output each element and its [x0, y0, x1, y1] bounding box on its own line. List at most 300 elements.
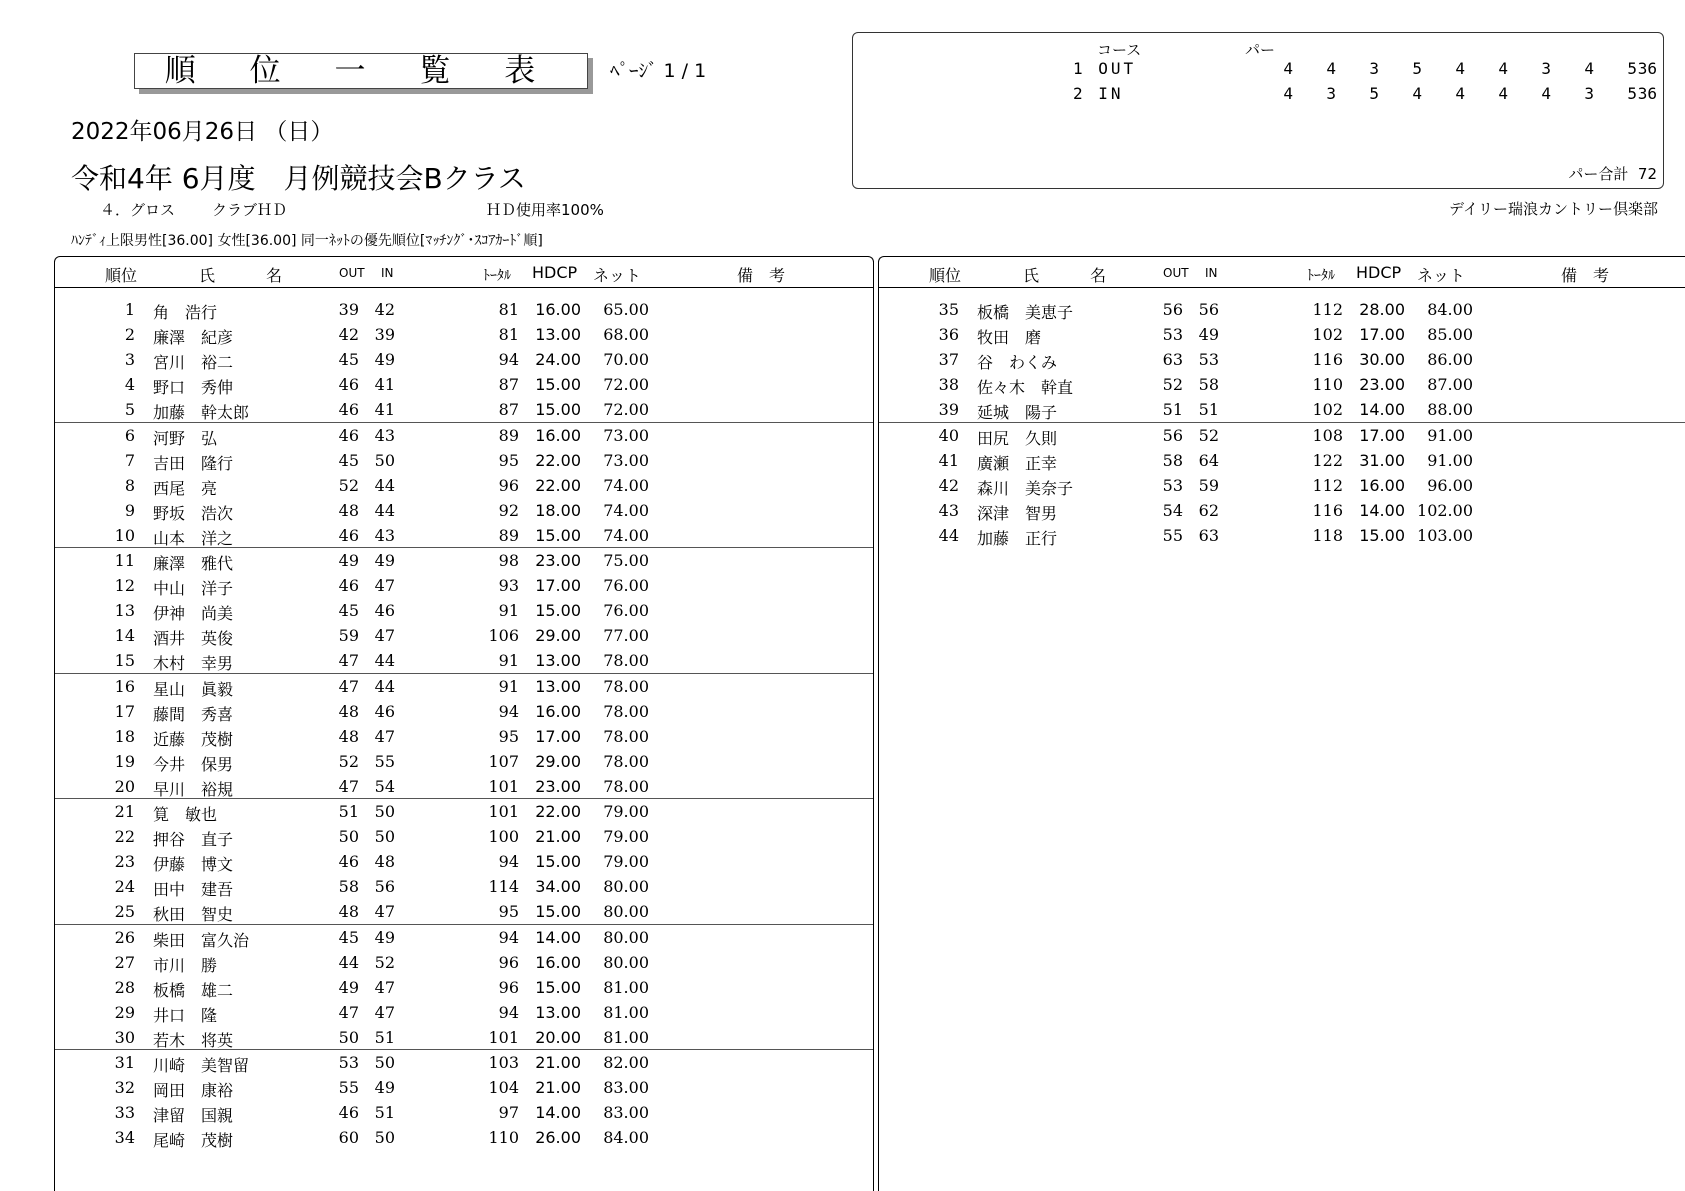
cell-in: 44	[374, 651, 395, 671]
cell-out: 45	[338, 927, 359, 947]
cell-name: 吉田 隆行	[153, 453, 234, 473]
cell-hdcp: 17.00	[1359, 425, 1405, 445]
hole-par: 4	[1541, 84, 1551, 103]
cell-in: 54	[374, 776, 395, 796]
cell-out: 39	[338, 300, 359, 319]
cell-net: 86.00	[1427, 350, 1473, 370]
cell-out: 51	[338, 802, 359, 821]
cell-name: 木村 幸男	[153, 654, 234, 674]
col-total: ﾄｰﾀﾙ	[1307, 268, 1335, 284]
cell-total: 94	[498, 1002, 519, 1022]
cell-rank: 25	[114, 902, 135, 922]
cell-rank: 10	[114, 525, 135, 545]
cell-name: 谷 わくみ	[977, 353, 1058, 373]
cell-hdcp: 14.00	[535, 1103, 581, 1123]
par-total-label: パー合計	[1568, 165, 1629, 183]
report-title: 順 位 一 覧 表	[164, 53, 558, 89]
cell-total: 91	[498, 676, 519, 696]
cell-hdcp: 23.00	[535, 551, 581, 570]
cell-in: 48	[374, 852, 395, 872]
cell-name: 今井 保男	[153, 754, 234, 774]
col-total: ﾄｰﾀﾙ	[483, 268, 511, 284]
cell-in: 50	[374, 827, 395, 847]
cell-net: 81.00	[603, 1002, 649, 1022]
cell-hdcp: 14.00	[1359, 400, 1405, 420]
cell-net: 77.00	[603, 626, 649, 646]
cell-net: 82.00	[603, 1053, 649, 1072]
cell-in: 51	[374, 1103, 395, 1123]
cell-name: 廉澤 雅代	[153, 554, 234, 573]
cell-out: 49	[338, 977, 359, 997]
result-row	[55, 849, 873, 874]
col-net: ネット	[1417, 266, 1466, 285]
cell-in: 56	[374, 877, 395, 897]
result-row	[55, 774, 873, 799]
cell-rank: 19	[114, 751, 135, 771]
cell-out: 52	[1162, 375, 1183, 395]
cell-name: 田中 建吾	[153, 880, 234, 900]
cell-name: 加藤 幹太郎	[153, 403, 250, 423]
cell-rank: 29	[114, 1002, 135, 1022]
hole-par: 4	[1455, 59, 1465, 78]
result-row	[55, 347, 873, 372]
cell-name: 柴田 富久治	[153, 930, 250, 950]
cell-hdcp: 17.00	[535, 726, 581, 746]
cell-total: 110	[488, 1128, 519, 1148]
cell-rank: 39	[938, 400, 959, 420]
cell-rank: 9	[124, 500, 135, 520]
cell-hdcp: 16.00	[535, 300, 581, 319]
event-name: 令和4年 6月度 月例競技会Bクラス	[71, 162, 526, 195]
cell-hdcp: 13.00	[535, 325, 581, 345]
column-header-left	[55, 257, 873, 288]
cell-net: 65.00	[603, 300, 649, 319]
cell-net: 80.00	[603, 902, 649, 922]
hole-par: 4	[1283, 84, 1293, 103]
cell-out: 49	[338, 551, 359, 570]
cell-hdcp: 13.00	[535, 651, 581, 671]
cell-out: 56	[1162, 300, 1183, 319]
format-label: ４．グロス	[100, 201, 176, 219]
cell-name: 早川 裕規	[153, 779, 234, 799]
hole-par: 5	[1369, 84, 1379, 103]
result-row	[879, 423, 1685, 448]
cell-hdcp: 14.00	[1359, 500, 1405, 520]
cell-hdcp: 29.00	[535, 626, 581, 646]
cell-in: 49	[374, 350, 395, 370]
cell-hdcp: 21.00	[535, 827, 581, 847]
cell-in: 50	[374, 802, 395, 821]
cell-total: 107	[488, 751, 519, 771]
cell-in: 39	[374, 325, 395, 345]
cell-total: 89	[498, 425, 519, 445]
cell-net: 76.00	[603, 576, 649, 596]
cell-name: 森川 美奈子	[977, 478, 1074, 498]
cell-name: 加藤 正行	[977, 528, 1058, 548]
cell-hdcp: 21.00	[535, 1053, 581, 1072]
cell-total: 96	[498, 952, 519, 972]
col-rank: 順位	[105, 266, 138, 285]
cell-hdcp: 28.00	[1359, 300, 1405, 319]
cell-hdcp: 15.00	[535, 977, 581, 997]
hole-par: 4	[1455, 84, 1465, 103]
cell-in: 44	[374, 676, 395, 696]
cell-rank: 26	[114, 927, 135, 947]
cell-total: 94	[498, 927, 519, 947]
hole-par: 4	[1498, 84, 1508, 103]
result-row	[879, 498, 1685, 523]
cell-in: 47	[374, 977, 395, 997]
cell-net: 73.00	[603, 425, 649, 445]
cell-rank: 23	[114, 852, 135, 872]
cell-out: 48	[338, 726, 359, 746]
event-date: 2022年06月26日 （日）	[71, 119, 334, 145]
cell-in: 47	[374, 626, 395, 646]
handicap-note: ﾊﾝﾃﾞｨ上限男性[36.00] 女性[36.00] 同一ﾈｯﾄの優先順位[ﾏｯﾁﾝｸﾞ･ｽｺｱｶｰﾄﾞ順]	[71, 233, 543, 249]
cell-out: 58	[1162, 450, 1183, 470]
cell-rank: 42	[938, 475, 959, 495]
cell-out: 45	[338, 350, 359, 370]
cell-net: 72.00	[603, 375, 649, 395]
result-row	[879, 397, 1685, 422]
col-remarks: 備 考	[1561, 266, 1610, 285]
result-row	[55, 674, 873, 699]
cell-out: 44	[338, 952, 359, 972]
cell-net: 102.00	[1417, 500, 1473, 520]
course-par-total: 36	[1637, 84, 1657, 103]
result-row	[55, 448, 873, 473]
cell-net: 91.00	[1427, 425, 1473, 445]
col-rank: 順位	[929, 266, 962, 285]
cell-rank: 21	[114, 802, 135, 821]
cell-hdcp: 15.00	[535, 852, 581, 872]
cell-net: 84.00	[603, 1128, 649, 1148]
cell-total: 110	[1312, 375, 1343, 395]
cell-total: 95	[498, 450, 519, 470]
course-name: 1 OUT	[1073, 59, 1137, 78]
cell-hdcp: 31.00	[1359, 450, 1405, 470]
result-row	[55, 498, 873, 523]
cell-out: 47	[338, 776, 359, 796]
cell-net: 80.00	[603, 952, 649, 972]
cell-rank: 34	[114, 1128, 135, 1148]
cell-rank: 32	[114, 1078, 135, 1098]
cell-net: 74.00	[603, 525, 649, 545]
hole-par: 5	[1627, 59, 1637, 78]
result-row	[55, 623, 873, 648]
cell-rank: 38	[938, 375, 959, 395]
cell-in: 43	[374, 425, 395, 445]
par-total-value: 72	[1637, 165, 1657, 183]
cell-out: 52	[338, 751, 359, 771]
cell-rank: 18	[114, 726, 135, 746]
result-row	[55, 423, 873, 448]
cell-rank: 31	[114, 1053, 135, 1072]
cell-hdcp: 15.00	[535, 525, 581, 545]
result-row	[55, 1125, 873, 1150]
result-row	[55, 473, 873, 498]
cell-hdcp: 22.00	[535, 450, 581, 470]
cell-total: 81	[498, 300, 519, 319]
cell-net: 80.00	[603, 927, 649, 947]
result-row	[879, 322, 1685, 347]
cell-name: 尾崎 茂樹	[153, 1131, 234, 1151]
cell-rank: 20	[114, 776, 135, 796]
cell-hdcp: 16.00	[535, 952, 581, 972]
cell-name: 西尾 亮	[153, 478, 218, 498]
cell-name: 津留 国親	[153, 1106, 234, 1126]
cell-out: 50	[338, 827, 359, 847]
cell-in: 49	[374, 551, 395, 570]
cell-hdcp: 16.00	[535, 425, 581, 445]
column-header-right	[879, 257, 1685, 288]
cell-rank: 12	[114, 576, 135, 596]
cell-rank: 2	[124, 325, 135, 345]
cell-rank: 33	[114, 1103, 135, 1123]
cell-net: 79.00	[603, 802, 649, 821]
cell-out: 53	[1162, 475, 1183, 495]
result-row	[55, 397, 873, 422]
cell-in: 41	[374, 375, 395, 395]
cell-net: 87.00	[1427, 375, 1473, 395]
cell-hdcp: 24.00	[535, 350, 581, 370]
cell-total: 98	[498, 551, 519, 570]
course-label: コース	[1097, 41, 1142, 59]
result-row	[55, 749, 873, 774]
cell-out: 46	[338, 525, 359, 545]
report-title-box	[134, 53, 588, 89]
hole-par: 5	[1627, 84, 1637, 103]
cell-total: 94	[498, 701, 519, 721]
cell-out: 53	[338, 1053, 359, 1072]
cell-in: 43	[374, 525, 395, 545]
cell-net: 74.00	[603, 500, 649, 520]
cell-name: 角 浩行	[153, 303, 218, 322]
cell-in: 53	[1198, 350, 1219, 370]
cell-in: 63	[1198, 525, 1219, 545]
cell-in: 52	[374, 952, 395, 972]
cell-rank: 4	[124, 375, 135, 395]
cell-total: 81	[498, 325, 519, 345]
cell-net: 76.00	[603, 601, 649, 621]
cell-hdcp: 15.00	[535, 375, 581, 395]
cell-name: 板橋 雄二	[153, 980, 234, 1000]
cell-hdcp: 17.00	[1359, 325, 1405, 345]
cell-in: 64	[1198, 450, 1219, 470]
cell-in: 51	[374, 1027, 395, 1047]
cell-hdcp: 26.00	[535, 1128, 581, 1148]
hole-par: 4	[1498, 59, 1508, 78]
cell-in: 62	[1198, 500, 1219, 520]
cell-name: 佐々木 幹直	[977, 378, 1074, 398]
cell-total: 106	[488, 626, 519, 646]
cell-rank: 11	[114, 551, 135, 570]
cell-hdcp: 15.00	[535, 902, 581, 922]
cell-total: 92	[498, 500, 519, 520]
cell-total: 89	[498, 525, 519, 545]
cell-out: 53	[1162, 325, 1183, 345]
hole-par: 3	[1369, 59, 1379, 78]
hole-par: 3	[1541, 59, 1551, 78]
cell-out: 55	[338, 1078, 359, 1098]
cell-total: 112	[1312, 300, 1343, 319]
cell-net: 68.00	[603, 325, 649, 345]
cell-rank: 30	[114, 1027, 135, 1047]
cell-total: 94	[498, 350, 519, 370]
cell-total: 91	[498, 651, 519, 671]
cell-name: 廉澤 紀彦	[153, 328, 234, 348]
cell-name: 野口 秀伸	[153, 378, 234, 398]
cell-out: 48	[338, 902, 359, 922]
cell-rank: 37	[938, 350, 959, 370]
cell-net: 75.00	[603, 551, 649, 570]
cell-total: 97	[498, 1103, 519, 1123]
cell-total: 108	[1312, 425, 1343, 445]
col-name-a: 氏	[199, 266, 216, 285]
cell-net: 103.00	[1417, 525, 1473, 545]
cell-name: 星山 眞毅	[153, 679, 234, 699]
cell-rank: 1	[124, 300, 135, 319]
cell-total: 96	[498, 475, 519, 495]
cell-net: 72.00	[603, 400, 649, 420]
cell-in: 55	[374, 751, 395, 771]
cell-net: 78.00	[603, 751, 649, 771]
cell-in: 49	[374, 927, 395, 947]
cell-name: 筧 敏也	[153, 805, 218, 824]
cell-net: 78.00	[603, 776, 649, 796]
hole-par: 3	[1326, 84, 1336, 103]
cell-name: 岡田 康裕	[153, 1081, 234, 1101]
result-row	[55, 573, 873, 598]
cell-total: 87	[498, 400, 519, 420]
result-row	[55, 874, 873, 899]
col-name-b: 名	[1090, 266, 1107, 285]
hd-rate-label: ＨＤ使用率100%	[486, 201, 604, 219]
cell-net: 73.00	[603, 450, 649, 470]
cell-net: 78.00	[603, 701, 649, 721]
col-in: IN	[381, 266, 394, 280]
cell-out: 47	[338, 1002, 359, 1022]
result-row	[55, 1050, 873, 1075]
par-card	[852, 32, 1664, 189]
cell-total: 102	[1312, 325, 1343, 345]
cell-in: 47	[374, 902, 395, 922]
col-out: OUT	[339, 266, 365, 280]
result-row	[55, 899, 873, 924]
cell-total: 118	[1312, 525, 1343, 545]
cell-rank: 8	[124, 475, 135, 495]
page-indicator: ﾍﾟｰｼﾞ 1 / 1	[610, 60, 707, 82]
cell-in: 47	[374, 576, 395, 596]
cell-in: 56	[1198, 300, 1219, 319]
cell-name: 山本 洋之	[153, 528, 234, 548]
cell-in: 46	[374, 701, 395, 721]
cell-in: 52	[1198, 425, 1219, 445]
result-row	[879, 347, 1685, 372]
result-row	[55, 1025, 873, 1050]
cell-out: 46	[338, 1103, 359, 1123]
result-row	[55, 699, 873, 724]
cell-name: 川崎 美智留	[153, 1056, 250, 1075]
cell-hdcp: 34.00	[535, 877, 581, 897]
results-panel-right	[878, 256, 1685, 1191]
result-row	[55, 950, 873, 975]
cell-out: 58	[338, 877, 359, 897]
cell-hdcp: 16.00	[1359, 475, 1405, 495]
cell-in: 41	[374, 400, 395, 420]
cell-out: 46	[338, 852, 359, 872]
cell-out: 63	[1162, 350, 1183, 370]
par-row	[853, 84, 1663, 106]
cell-in: 49	[1198, 325, 1219, 345]
cell-total: 95	[498, 902, 519, 922]
cell-total: 101	[488, 1027, 519, 1047]
course-par-total: 36	[1637, 59, 1657, 78]
col-out: OUT	[1163, 266, 1189, 280]
cell-rank: 27	[114, 952, 135, 972]
cell-out: 47	[338, 676, 359, 696]
cell-rank: 7	[124, 450, 135, 470]
result-row	[879, 473, 1685, 498]
cell-hdcp: 29.00	[535, 751, 581, 771]
cell-name: 伊神 尚美	[153, 604, 234, 624]
cell-rank: 28	[114, 977, 135, 997]
cell-name: 宮川 裕二	[153, 353, 234, 373]
cell-total: 94	[498, 852, 519, 872]
cell-in: 50	[374, 1053, 395, 1072]
cell-out: 46	[338, 425, 359, 445]
col-hdcp: HDCP	[1356, 263, 1402, 282]
cell-total: 122	[1312, 450, 1343, 470]
cell-rank: 5	[124, 400, 135, 420]
cell-in: 58	[1198, 375, 1219, 395]
hole-par: 5	[1412, 59, 1422, 78]
cell-net: 83.00	[603, 1103, 649, 1123]
result-row	[879, 297, 1685, 322]
result-row	[55, 598, 873, 623]
cell-name: 河野 弘	[153, 428, 218, 448]
cell-net: 79.00	[603, 852, 649, 872]
cell-rank: 43	[938, 500, 959, 520]
col-name-b: 名	[266, 266, 283, 285]
cell-total: 102	[1312, 400, 1343, 420]
cell-total: 116	[1312, 350, 1343, 370]
result-row	[55, 824, 873, 849]
result-row	[879, 448, 1685, 473]
cell-net: 78.00	[603, 676, 649, 696]
par-label: パー	[1245, 41, 1276, 59]
cell-total: 112	[1312, 475, 1343, 495]
cell-hdcp: 15.00	[1359, 525, 1405, 545]
cell-net: 81.00	[603, 977, 649, 997]
cell-hdcp: 22.00	[535, 475, 581, 495]
result-row	[55, 1100, 873, 1125]
cell-hdcp: 21.00	[535, 1078, 581, 1098]
cell-out: 45	[338, 601, 359, 621]
cell-net: 84.00	[1427, 300, 1473, 319]
cell-name: 近藤 茂樹	[153, 729, 234, 749]
cell-total: 91	[498, 601, 519, 621]
course-name: 2 IN	[1073, 84, 1124, 103]
cell-rank: 24	[114, 877, 135, 897]
result-row	[55, 548, 873, 573]
cell-out: 56	[1162, 425, 1183, 445]
cell-name: 若木 将英	[153, 1030, 234, 1050]
cell-rank: 3	[124, 350, 135, 370]
cell-out: 48	[338, 500, 359, 520]
result-row	[55, 925, 873, 950]
cell-net: 80.00	[603, 877, 649, 897]
